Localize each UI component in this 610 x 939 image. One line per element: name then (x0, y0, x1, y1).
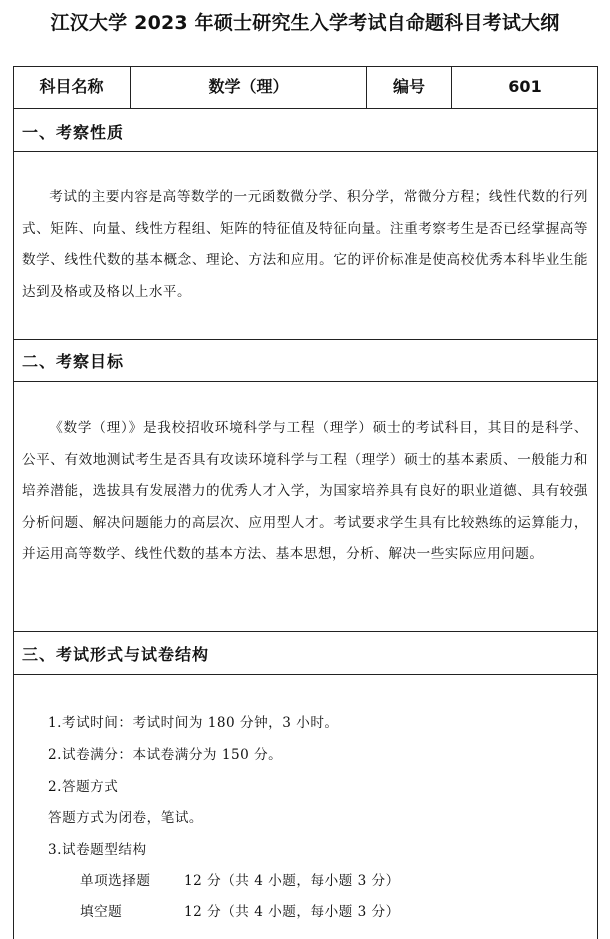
list-item: 2.答题方式 (48, 779, 119, 795)
section-paragraph-nature (22, 182, 588, 308)
table-divider (13, 151, 598, 152)
table-divider (13, 631, 598, 632)
table-divider (13, 674, 598, 675)
document-title: 江汉大学 2023 年硕士研究生入学考试自命题科目考试大纲 (50, 12, 560, 34)
table-divider (13, 339, 598, 340)
list-item: 答题方式为闭卷，笔试。 (48, 810, 204, 826)
list-item: 3.试卷题型结构 (48, 842, 147, 858)
list-item: 2.试卷满分：本试卷满分为 150 分。 (48, 747, 283, 763)
question-type-row (80, 900, 400, 920)
section-heading-objectives: 二、考察目标 (22, 352, 125, 371)
paragraph-text: 《数学（理）》是我校招收环境科学与工程（理学）硕士的考试科目，其目的是科学、公平、有效地测试考生是否具有攻读环境科学与工程（理学）硕士的基本素质、一般能力和培养潜能，选拔具有发展潜力的优秀人才入学，为国家培养具有良好的职业道德、具有较强分析问题、解决问题能力的高层次、应用型人才。考试要求学生具有比较熟练的运算能力，并运用高等数学、线性代数的基本方法、基本思想，分析、解决一些实际应用问题。 (22, 420, 588, 562)
table-divider (13, 381, 598, 382)
section-paragraph-objectives (22, 413, 588, 571)
section-heading-nature: 一、考察性质 (22, 123, 125, 142)
subject-name-value: 数学（理） (208, 77, 289, 96)
question-type-row (80, 869, 400, 889)
question-type-score: 12 分（共 4 小题，每小题 3 分） (184, 904, 400, 920)
question-type-name: 单项选择题 (80, 873, 151, 889)
code-label: 编号 (392, 77, 425, 96)
code-value: 601 (508, 77, 542, 96)
list-item: 1.考试时间：考试时间为 180 分钟，3 小时。 (48, 715, 339, 731)
table-divider (13, 108, 598, 109)
subject-name-label: 科目名称 (39, 77, 104, 96)
question-type-score: 12 分（共 4 小题，每小题 3 分） (184, 873, 400, 889)
question-type-name: 填空题 (80, 904, 123, 920)
paragraph-text: 考试的主要内容是高等数学的一元函数微分学、积分学，常微分方程；线性代数的行列式、矩阵、向量、线性方程组、矩阵的特征值及特征向量。注重考察考生是否已经掌握高等数学、线性代数的基本概念、理论、方法和应用。它的评价标准是使高校优秀本科毕业生能达到及格或及格以上水平。 (22, 189, 588, 300)
section-heading-format: 三、考试形式与试卷结构 (22, 645, 210, 664)
